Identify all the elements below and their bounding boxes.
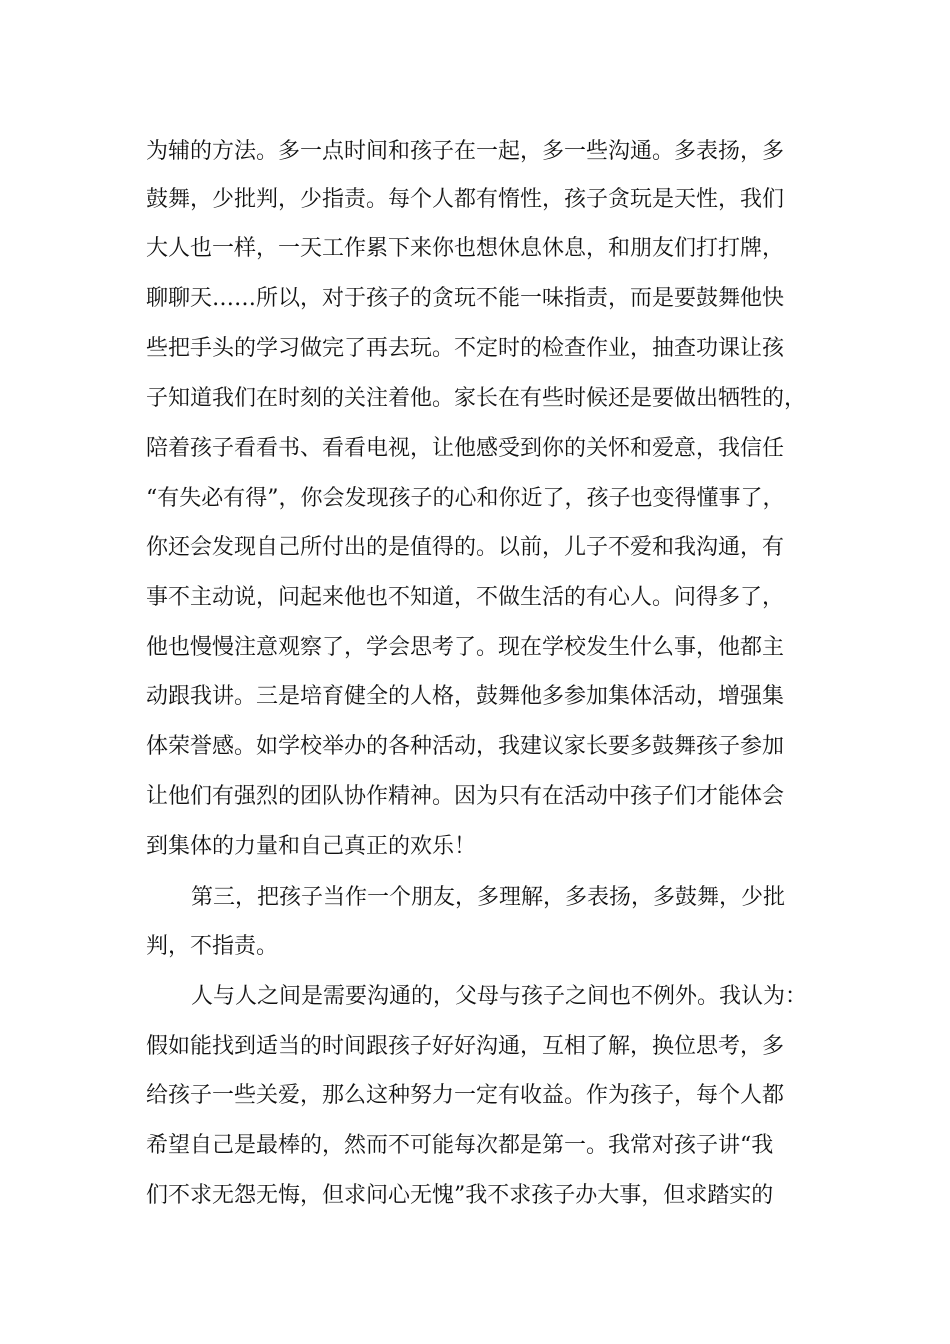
text-line: 些把手头的学习做完了再去玩。不定时的检查作业，抽查功课让孩 — [146, 336, 785, 361]
text-line: 动跟我讲。三是培育健全的人格，鼓舞他多参加集体活动，增强集 — [146, 684, 785, 709]
text-line: 判，不指责。 — [146, 934, 279, 959]
text-line: 假如能找到适当的时间跟孩子好好沟通，互相了解，换位思考，多 — [146, 1034, 785, 1059]
text-line: 子知道我们在时刻的关注着他。家长在有些时候还是要做出牺牲的， — [146, 386, 807, 411]
text-line: 为辅的方法。多一点时间和孩子在一起，多一些沟通。多表扬，多 — [146, 139, 785, 164]
text-line: 鼓舞，少批判，少指责。每个人都有惰性，孩子贪玩是天性，我们 — [146, 187, 785, 212]
text-line: 希望自己是最棒的，然而不可能每次都是第一。我常对孩子讲“我 — [146, 1133, 774, 1158]
text-line: “有失必有得”，你会发现孩子的心和你近了，孩子也变得懂事了， — [146, 486, 785, 511]
text-line: 陪着孩子看看书、看看电视，让他感受到你的关怀和爱意，我信任 — [146, 436, 785, 461]
text-line: 到集体的力量和自己真正的欢乐！ — [146, 834, 477, 859]
text-line: 聊聊天……所以，对于孩子的贪玩不能一味指责，而是要鼓舞他快 — [146, 286, 785, 311]
text-line: 让他们有强烈的团队协作精神。因为只有在活动中孩子们才能体会 — [146, 784, 785, 809]
text-line: 事不主动说，问起来他也不知道，不做生活的有心人。问得多了， — [146, 585, 785, 610]
text-line: 他也慢慢注意观察了，学会思考了。现在学校发生什么事，他都主 — [146, 635, 785, 660]
paragraph-first-line: 人与人之间是需要沟通的，父母与孩子之间也不例外。我认为： — [191, 984, 808, 1009]
text-line: 给孩子一些关爱，那么这种努力一定有收益。作为孩子，每个人都 — [146, 1083, 785, 1108]
text-line: 你还会发现自己所付出的是值得的。以前，儿子不爱和我沟通，有 — [146, 535, 785, 560]
text-line: 们不求无怨无悔，但求问心无愧”我不求孩子办大事，但求踏实的 — [146, 1183, 774, 1208]
text-line: 大人也一样，一天工作累下来你也想休息休息，和朋友们打打牌， — [146, 236, 785, 261]
paragraph-first-line: 第三，把孩子当作一个朋友，多理解，多表扬，多鼓舞，少批 — [191, 885, 786, 910]
text-line: 体荣誉感。如学校举办的各种活动，我建议家长要多鼓舞孩子参加 — [146, 734, 785, 759]
